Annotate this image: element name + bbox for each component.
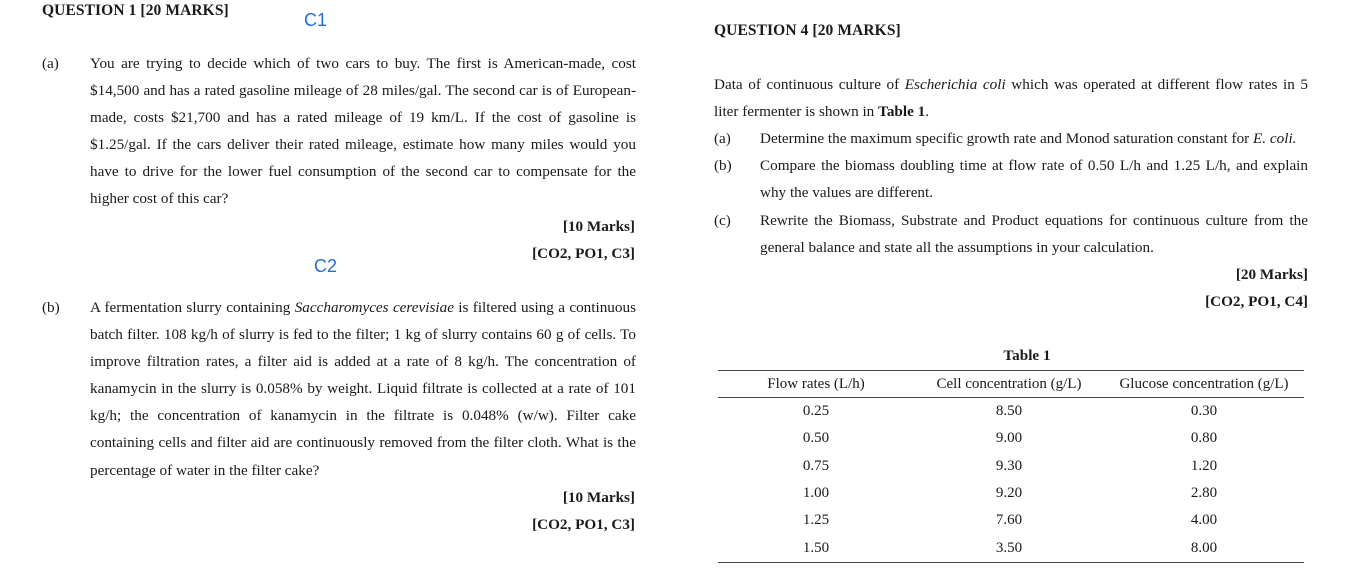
q4a-text-main: Determine the maximum specific growth rate and Monod saturation constant for <box>760 130 1254 147</box>
cell-glucose-concentration: 4.00 <box>1190 512 1218 529</box>
data-table <box>718 370 1304 563</box>
q1a-label: (a) <box>42 55 59 72</box>
table-header-row <box>718 371 1304 398</box>
q4-title: QUESTION 4 [20 MARKS] <box>714 22 901 39</box>
annotation-c1: C1 <box>304 10 328 30</box>
cell-cell-concentration: 9.20 <box>995 485 1023 502</box>
q1b-text-after: is filtered using a continuous batch filter. 108 kg/h of slurry is fed to the filter; 1 kg of slurry contains 60 g of cells. To improve filtration rates, a filter aid is added at a rate of 8 kg/h. The concentration of kanamycin in the slurry is 0.058% by weight. Liquid filtrate is collected at a rate of 101 kg/h; the concentration of kanamycin in the filtrate is 0.048% (w/w). Filter cake containing cells and filter aid are continuously removed from the filter cloth. What is the percentage of water in the filter cake? <box>90 299 636 479</box>
table-row <box>718 425 1304 452</box>
cell-flow-rate: 0.50 <box>802 430 830 447</box>
q1b-outcomes: [CO2, PO1, C3] <box>532 516 635 533</box>
q4-intro-table-ref: Table 1 <box>878 103 926 121</box>
q1b-label: (b) <box>42 299 60 316</box>
q4-marks: [20 Marks] <box>1235 266 1308 283</box>
cell-glucose-concentration: 0.80 <box>1190 430 1218 447</box>
cell-cell-concentration: 8.50 <box>995 403 1023 420</box>
cell-flow-rate: 1.50 <box>718 534 914 562</box>
cell-flow-rate: 1.00 <box>802 485 830 502</box>
q1-title: QUESTION 1 [20 MARKS] <box>42 2 229 19</box>
header-glucose-concentration: Glucose concentration (g/L) <box>1104 371 1304 398</box>
q1b-text-before: A fermentation slurry containing <box>90 299 295 316</box>
q4-outcomes: [CO2, PO1, C4] <box>1205 293 1308 310</box>
cell-flow-rate: 0.75 <box>802 457 830 474</box>
table-row <box>718 453 1304 480</box>
q4a-text <box>760 125 1320 152</box>
cell-cell-concentration: 9.00 <box>995 430 1023 447</box>
table-row <box>718 398 1304 426</box>
cell-cell-concentration: 9.30 <box>995 457 1023 474</box>
cell-glucose-concentration: 8.00 <box>1104 534 1304 562</box>
header-flow-rate: Flow rates (L/h) <box>718 371 914 398</box>
q1b-marks: [10 Marks] <box>562 489 635 506</box>
q4c-label: (c) <box>714 212 731 229</box>
cell-glucose-concentration: 0.30 <box>1190 403 1218 420</box>
annotation-c2: C2 <box>314 256 338 276</box>
q4a-organism: E. coli. <box>1253 130 1297 147</box>
q4-intro-end: . <box>925 103 930 121</box>
q4c-text: Rewrite the Biomass, Substrate and Product equations for continuous culture from the general balance and state all the assumptions in your calculation. <box>760 212 1308 257</box>
q1a-marks: [10 Marks] <box>562 218 635 235</box>
q1b-text <box>90 294 636 484</box>
q4-intro-before: Data of continuous culture of <box>714 76 905 93</box>
cell-cell-concentration: 3.50 <box>914 534 1104 562</box>
q4-intro-organism: Escherichia coli <box>904 76 1006 93</box>
q1b-organism: Saccharomyces cerevisiae <box>294 299 454 316</box>
q4b-text: Compare the biomass doubling time at flow rate of 0.50 L/h and 1.25 L/h, and explain why the values are different. <box>760 157 1308 202</box>
cell-glucose-concentration: 2.80 <box>1190 485 1218 502</box>
table-row <box>718 507 1304 534</box>
table-row <box>718 480 1304 507</box>
cell-glucose-concentration: 1.20 <box>1190 457 1218 474</box>
q4-intro <box>714 71 1308 125</box>
table-row <box>718 534 1304 562</box>
q1a-text: You are trying to decide which of two cars to buy. The first is American-made, cost $14,500 and has a rated gasoline mileage of 28 miles/gal. The second car is of European-made, costs $21,700 and has a rated mileage of 19 km/L. If the cost of gasoline is $1.25/gal. If the cars deliver their rated mileage, estimate how many miles would you have to drive for the lower fuel consumption of the second car to compensate for the higher cost of this car? <box>90 55 636 208</box>
q4a-label: (a) <box>714 130 731 147</box>
header-cell-concentration: Cell concentration (g/L) <box>914 371 1104 398</box>
q1a-outcomes: [CO2, PO1, C3] <box>532 245 635 262</box>
cell-flow-rate: 0.25 <box>802 403 830 420</box>
cell-flow-rate: 1.25 <box>802 512 830 529</box>
q4b-label: (b) <box>714 157 732 174</box>
cell-cell-concentration: 7.60 <box>995 512 1023 529</box>
table-caption: Table 1 <box>1003 347 1051 364</box>
q4-intro-mid: which was operated at different flow rates in 5 liter fermenter is shown in <box>714 76 1308 121</box>
